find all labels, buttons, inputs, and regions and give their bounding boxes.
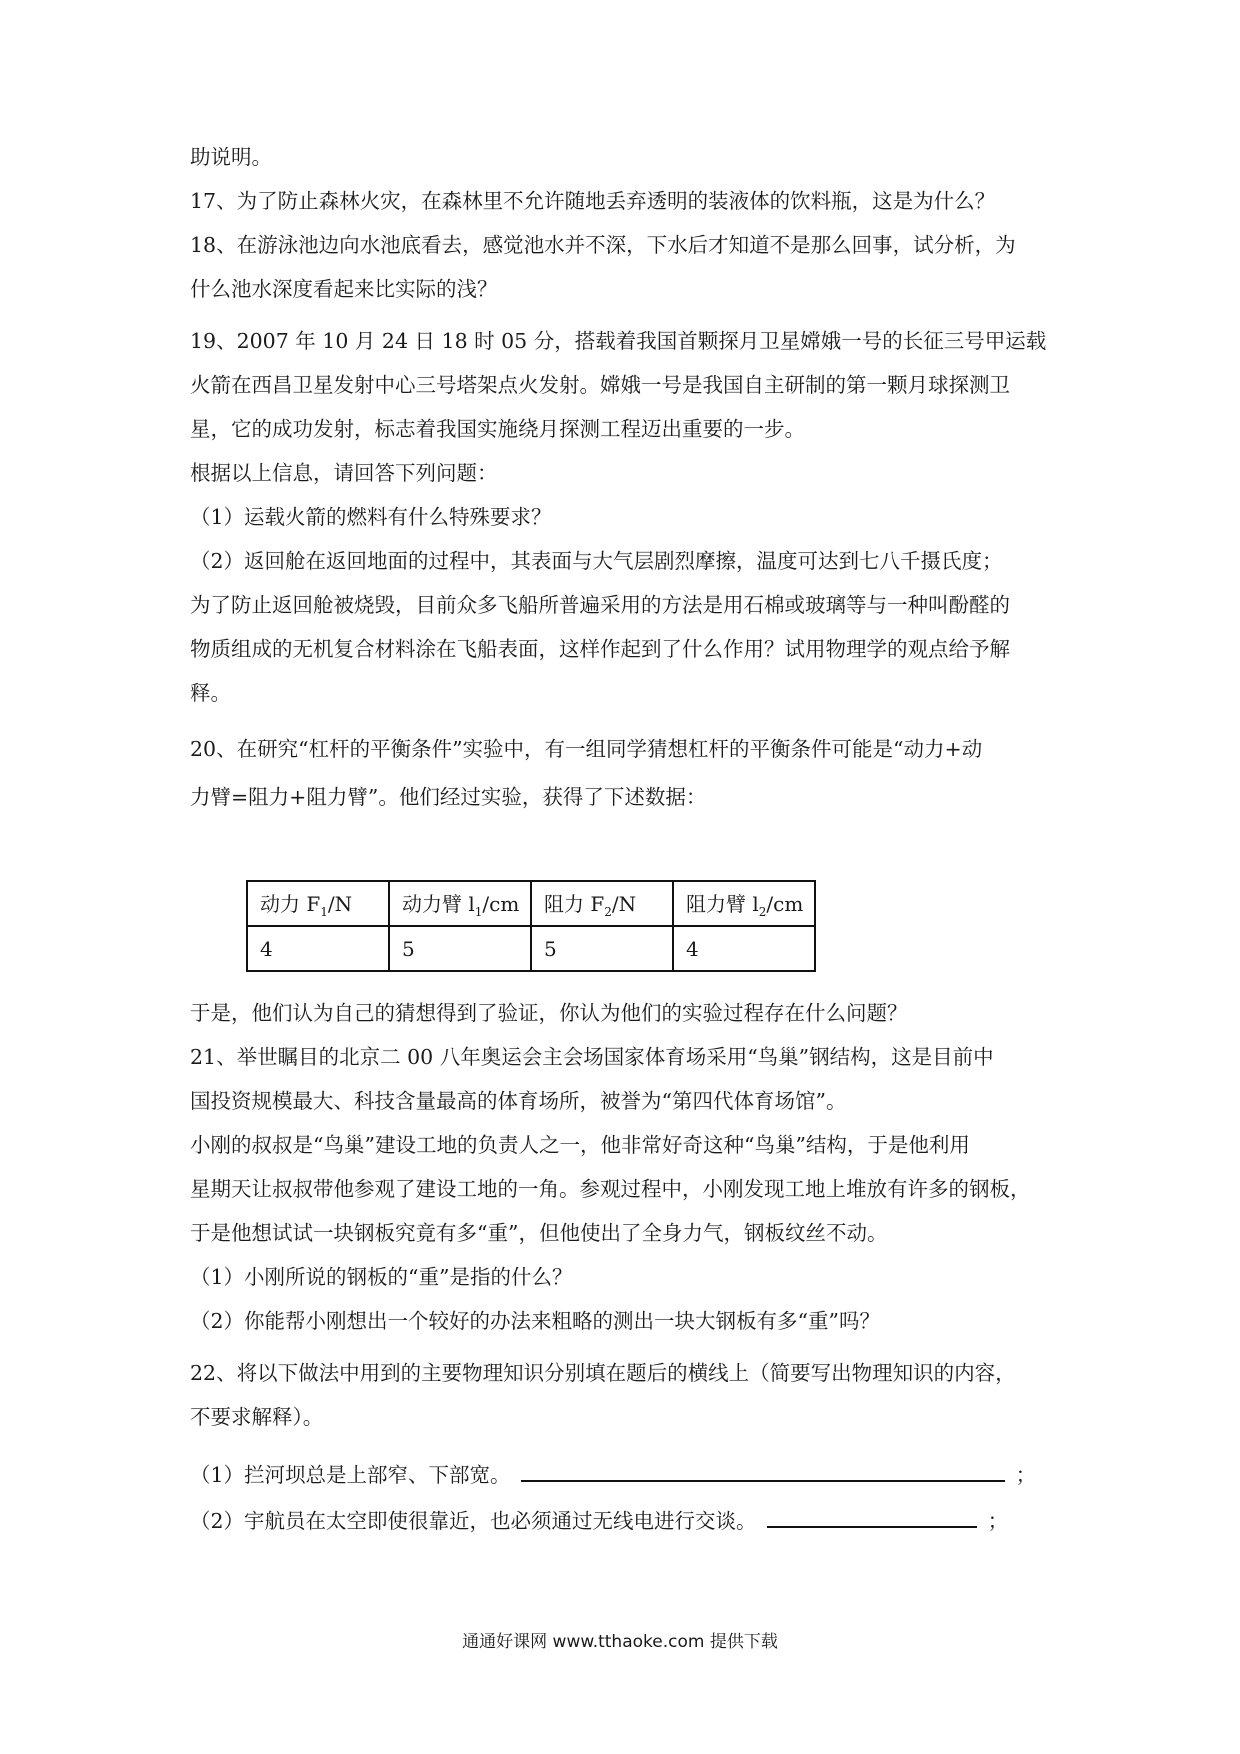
question-22: 22、将以下做法中用到的主要物理知识分别填在题后的横线上（简要写出物理知识的内容， [190, 1361, 1016, 1385]
text-line: 星期天让叔叔带他参观了建设工地的一角。参观过程中，小刚发现工地上堆放有许多的钢板， [190, 1177, 1031, 1201]
table-cell: 5 [389, 926, 531, 971]
question-21: 21、举世瞩目的北京二 00 八年奥运会主会场国家体育场采用“鸟巢”钢结构，这是目前中 [190, 1045, 994, 1069]
question-17: 17、为了防止森林火灾，在森林里不允许随地丢弃透明的装液体的饮料瓶，这是为什么？ [190, 189, 996, 213]
text-line: 国投资规模最大、科技含量最高的体育场所，被誉为“第四代体育场馆”。 [190, 1089, 847, 1113]
sub-question: （2）你能帮小刚想出一个较好的办法来粗略的测出一块大钢板有多“重”吗？ [190, 1309, 881, 1333]
question-20: 20、在研究“杠杆的平衡条件”实验中，有一组同学猜想杠杆的平衡条件可能是“动力+动 [190, 737, 983, 761]
table-header-cell: 阻力 $F_2/N$ [531, 881, 673, 926]
page-footer: 通通好课网 www.tthaoke.com 提供下载 [462, 1632, 778, 1652]
question-19: 19、2007 年 10 月 24 日 18 时 05 分，搭载着我国首颗探月卫星嫦娥一号的长征三号甲运载 [190, 329, 1047, 353]
table-header-cell: 阻力臂 $l_2/cm$ [673, 881, 815, 926]
table-cell: 4 [247, 926, 389, 971]
sub-question: （1）小刚所说的钢板的“重”是指的什么？ [190, 1265, 573, 1289]
fill-in-prompt: （1）拦河坝总是上部窄、下部宽。 [190, 1463, 511, 1487]
text-line: 力臂=阻力+阻力臂”。他们经过实验，获得了下述数据： [190, 785, 707, 809]
fill-in-item-2 [190, 1504, 1060, 1536]
fill-in-prompt: （2）宇航员在太空即使很靠近，也必须通过无线电进行交谈。 [190, 1509, 757, 1533]
text-line: 火箭在西昌卫星发射中心三号塔架点火发射。嫦娥一号是我国自主研制的第一颗月球探测卫 [190, 373, 1010, 397]
question-18: 18、在游泳池边向水池底看去，感觉池水并不深，下水后才知道不是那么回事，试分析，为 [190, 233, 1016, 257]
answer-blank[interactable] [521, 1458, 1005, 1482]
text-line: 不要求解释）。 [190, 1405, 324, 1429]
text-line: 小刚的叔叔是“鸟巢”建设工地的负责人之一，他非常好奇这种“鸟巢”结构，于是他利用 [190, 1133, 970, 1157]
text-line: 星，它的成功发射，标志着我国实施绕月探测工程迈出重要的一步。 [190, 417, 805, 441]
sub-question: （1）运载火箭的燃料有什么特殊要求？ [190, 505, 552, 529]
answer-blank[interactable] [767, 1504, 977, 1528]
data-table [246, 880, 816, 972]
sub-question: （2）返回舱在返回地面的过程中，其表面与大气层剧烈摩擦，温度可达到七八千摄氏度； [190, 549, 1003, 573]
line-end-punct: ； [1015, 1463, 1037, 1487]
table-header-cell: 动力 $F_1/N$ [247, 881, 389, 926]
text-line: 什么池水深度看起来比实际的浅？ [190, 277, 498, 301]
table-header-cell: 动力臂 $l_1/cm$ [389, 881, 531, 926]
table-header-row [247, 881, 815, 926]
text-line: 于是，他们认为自己的猜想得到了验证，你认为他们的实验过程存在什么问题？ [190, 1001, 908, 1025]
line-end-punct: ； [987, 1509, 1009, 1533]
table-row [247, 926, 815, 971]
text-line: 为了防止返回舱被烧毁，目前众多飞船所普遍采用的方法是用石棉或玻璃等与一种叫酚醛的 [190, 593, 1010, 617]
fill-in-item-1 [190, 1458, 1060, 1490]
text-line: 于是他想试试一块钢板究竟有多“重”，但他使出了全身力气，钢板纹丝不动。 [190, 1221, 888, 1245]
text-line: 助说明。 [190, 145, 272, 169]
text-line: 释。 [190, 681, 231, 705]
text-line: 物质组成的无机复合材料涂在飞船表面，这样作起到了什么作用？试用物理学的观点给予解 [190, 637, 1010, 661]
text-line: 根据以上信息，请回答下列问题： [190, 461, 498, 485]
table-cell: 4 [673, 926, 815, 971]
table-cell: 5 [531, 926, 673, 971]
